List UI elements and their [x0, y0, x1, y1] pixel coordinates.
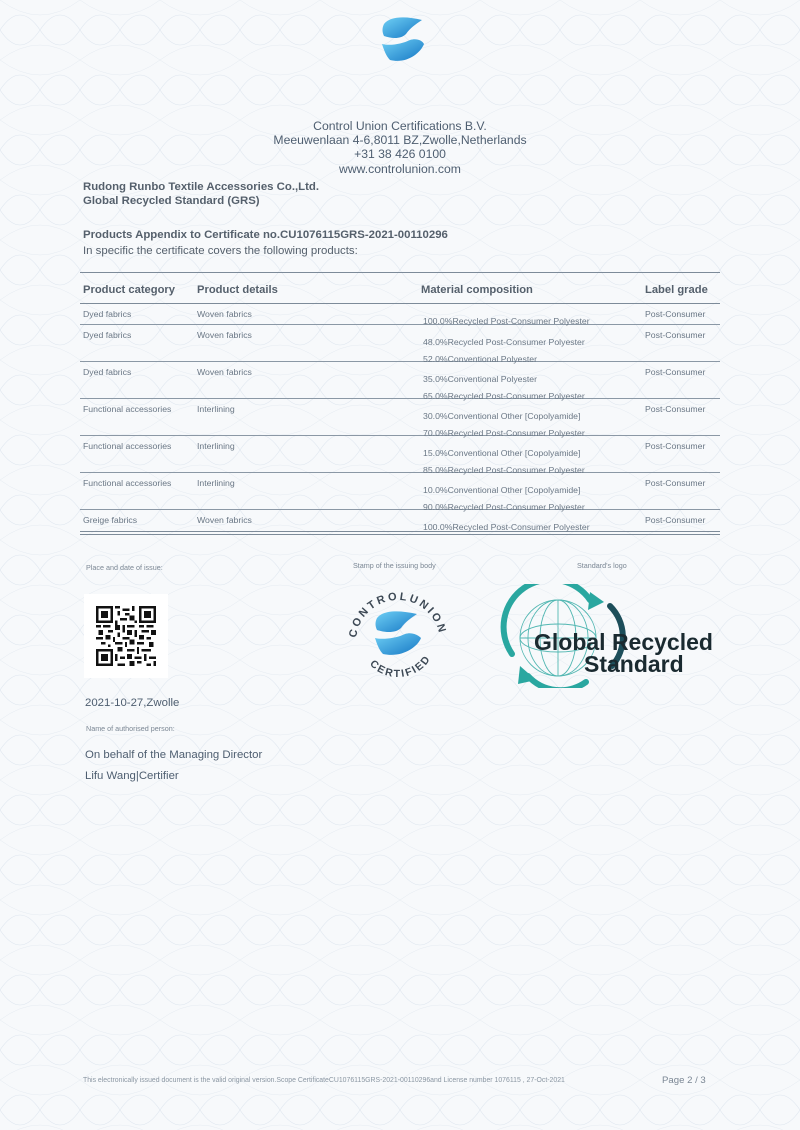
cell-grade: Post-Consumer: [645, 367, 706, 377]
cell-category: Dyed fabrics: [83, 330, 132, 340]
material-line: 100.0%Recycled Post-Consumer Polyester: [423, 316, 590, 326]
issue-date: 2021-10-27,Zwolle: [85, 697, 180, 709]
cell-grade: Post-Consumer: [645, 330, 706, 340]
authorised-person-label: Name of authorised person:: [86, 724, 175, 733]
cell-category: Functional accessories: [83, 441, 172, 451]
material-line: 30.0%Conventional Other [Copolyamide]: [423, 411, 581, 421]
signer-block: [85, 745, 262, 786]
material-line: 65.0%Recycled Post-Consumer Polyester: [423, 390, 585, 401]
cell-category: Dyed fabrics: [83, 309, 132, 319]
material-line: 48.0%Recycled Post-Consumer Polyester: [423, 337, 585, 347]
cell-details: Woven fabrics: [197, 367, 252, 377]
cell-details: Interlining: [197, 404, 235, 414]
material-line: 52.0%Conventional Polyester: [423, 353, 537, 364]
material-line: 70.0%Recycled Post-Consumer Polyester: [423, 427, 585, 438]
table-row: [80, 362, 720, 399]
issuer-address: Meeuwenlaan 4-6,8011 BZ,Zwolle,Netherlands: [273, 133, 527, 148]
header-category: Product category: [83, 284, 176, 296]
table-row: [80, 399, 720, 436]
issuer-name: Control Union Certifications B.V.: [313, 119, 487, 133]
issuer-phone: +31 38 426 0100: [354, 147, 446, 162]
cell-grade: Post-Consumer: [645, 404, 706, 414]
qr-code[interactable]: [84, 594, 168, 678]
cell-details: Woven fabrics: [197, 309, 252, 319]
on-behalf-text: On behalf of the Managing Director: [85, 749, 263, 761]
material-line: 100.0%Recycled Post-Consumer Polyester: [423, 522, 590, 532]
appendix-title: Products Appendix to Certificate no.CU1076115GRS-2021-00110296: [83, 229, 448, 241]
table-row: [80, 473, 720, 510]
header-grade: Label grade: [645, 284, 708, 296]
standard-name: Global Recycled Standard (GRS): [83, 195, 260, 207]
cell-grade: Post-Consumer: [645, 478, 706, 488]
company-name: Rudong Runbo Textile Accessories Co.,Ltd.: [83, 181, 320, 193]
products-table: [80, 272, 720, 535]
grs-logo-line1: Global Recycled: [534, 629, 713, 655]
cell-grade: Post-Consumer: [645, 441, 706, 451]
table-header: [80, 273, 720, 304]
cell-category: Functional accessories: [83, 478, 172, 488]
table-row: [80, 325, 720, 362]
material-line: 10.0%Conventional Other [Copolyamide]: [423, 485, 581, 495]
cell-details: Interlining: [197, 478, 235, 488]
material-line: 90.0%Recycled Post-Consumer Polyester: [423, 501, 585, 512]
material-line: 85.0%Recycled Post-Consumer Polyester: [423, 464, 585, 475]
table-bottom-double-rule: [80, 532, 720, 535]
qr-code-graphic: [96, 606, 156, 666]
issuer-website[interactable]: www.controlunion.com: [339, 161, 461, 176]
cell-grade: Post-Consumer: [645, 515, 706, 525]
control-union-certified-stamp: [338, 580, 458, 690]
stamp-bottom-text: CERTIFIED: [367, 652, 434, 681]
issuer-block: [0, 119, 800, 176]
material-line: 15.0%Conventional Other [Copolyamide]: [423, 448, 581, 458]
table-row: [80, 436, 720, 473]
page-number: Page 2 / 3: [662, 1075, 706, 1086]
stamp-label: Stamp of the issuing body: [353, 561, 436, 570]
signer-name: Lifu Wang|Certifier: [85, 769, 179, 782]
control-union-logo: [376, 14, 428, 66]
table-row: [80, 304, 720, 325]
header-details: Product details: [197, 284, 278, 296]
standard-logo-label: Standard's logo: [577, 561, 627, 570]
footer-note: This electronically issued document is the valid original version.Scope CertificateCU1076115GRS-2021-00110296and License number 1076115 , 27-Oct-2021: [83, 1077, 565, 1084]
certificate-holder: [83, 180, 319, 208]
stamp-wave-icon: [375, 611, 421, 655]
material-line: 35.0%Conventional Polyester: [423, 374, 537, 384]
grs-logo-line2: Standard: [584, 651, 684, 677]
cell-category: Dyed fabrics: [83, 367, 132, 377]
cell-details: Interlining: [197, 441, 235, 451]
cell-category: Greige fabrics: [83, 515, 138, 525]
cell-category: Functional accessories: [83, 404, 172, 414]
cell-details: Woven fabrics: [197, 515, 252, 525]
global-recycled-standard-logo: [494, 584, 718, 688]
cell-grade: Post-Consumer: [645, 309, 706, 319]
appendix-subtitle: In specific the certificate covers the following products:: [83, 245, 358, 257]
cell-details: Woven fabrics: [197, 330, 252, 340]
place-date-label: Place and date of issue:: [86, 563, 163, 572]
header-material: Material composition: [421, 284, 533, 296]
table-row: [80, 510, 720, 531]
stamp-top-text: CONTROLUNION: [347, 590, 449, 639]
cell-material: [423, 519, 590, 536]
